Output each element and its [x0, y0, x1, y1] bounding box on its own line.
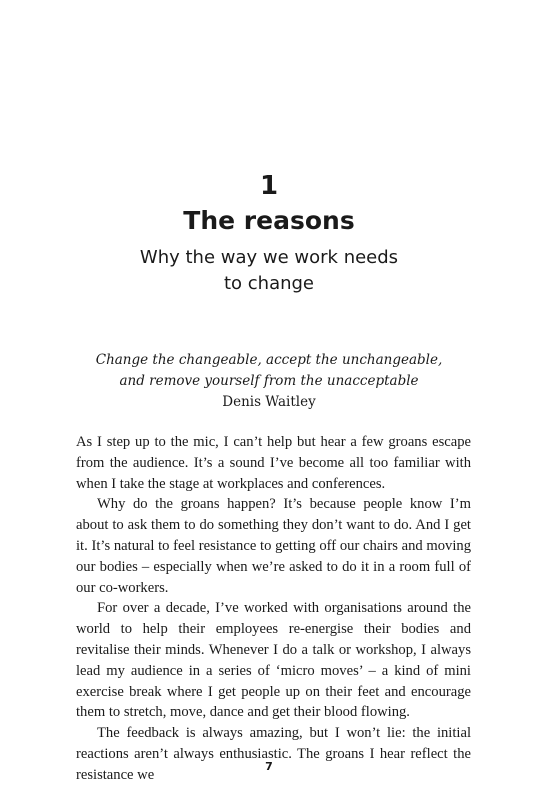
paragraph: As I step up to the mic, I can’t help but hear a few groans escape from the audience. It’s a sound I’ve become all too familiar with when I take the stage at workplaces and conferences.	[76, 434, 471, 492]
epigraph-author: Denis Waitley	[222, 394, 316, 410]
body-text	[76, 432, 471, 786]
chapter-number: 1	[259, 171, 279, 201]
page-number: 7	[265, 760, 273, 773]
chapter-subtitle-line-2: to change	[223, 273, 315, 294]
paragraph: The feedback is always amazing, but I won’t lie: the initial reactions aren’t always enthusiastic. The groans I hear reflect the resistance we	[76, 725, 471, 783]
chapter-title: The reasons	[183, 206, 355, 235]
paragraph: For over a decade, I’ve worked with organisations around the world to help their employees re-energise their bodies and revitalise their minds. Whenever I do a talk or workshop, I always lead my audience in a series of ‘micro moves’ – a kind of mini exercise break where I get people up on their feet and encourage them to stretch, move, dance and get their blood flowing.	[76, 600, 471, 721]
epigraph	[0, 350, 538, 413]
epigraph-quote-line-1: Change the changeable, accept the unchangeable,	[95, 352, 443, 368]
chapter-subtitle	[0, 245, 538, 297]
epigraph-quote-line-2: and remove yourself from the unacceptable	[119, 373, 419, 389]
paragraph: Why do the groans happen? It’s because people know I’m about to ask them to do something they don’t want to do. And I get it. It’s natural to feel resistance to getting off our chairs and moving our bodies – especially when we’re asked to do it in a room full of our co-workers.	[76, 496, 471, 596]
chapter-subtitle-line-1: Why the way we work needs	[139, 247, 399, 268]
